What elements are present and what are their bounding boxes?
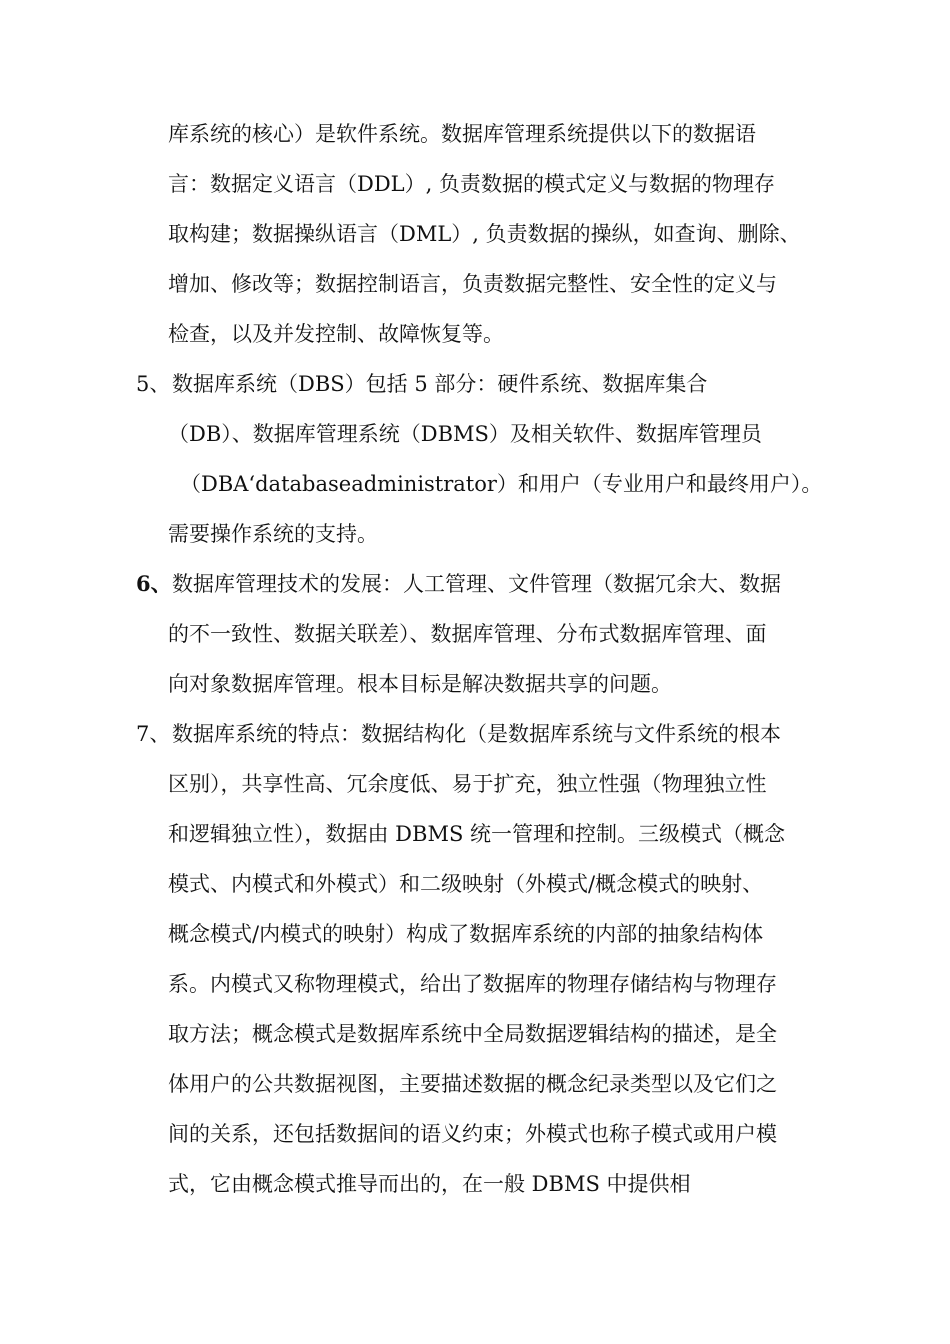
list-item-line: 概念模式/内模式的映射）构成了数据库系统的内部的抽象结构体 [168, 922, 764, 946]
list-item-line: 系。内模式又称物理模式，给出了数据库的物理存储结构与物理存 [168, 972, 777, 996]
list-item-line: 的不一致性、数据关联差）、数据库管理、分布式数据库管理、面 [168, 622, 767, 646]
list-item-line: 取方法；概念模式是数据库系统中全局数据逻辑结构的描述，是全 [168, 1022, 777, 1046]
list-item-line: 模式、内模式和外模式）和二级映射（外模式/概念模式的映射、 [168, 872, 764, 896]
list-item-line: 间的关系，还包括数据间的语义约束；外模式也称子模式或用户模 [168, 1122, 777, 1146]
list-item-number: 7、 [136, 722, 171, 746]
paragraph-line: 增加、修改等；数据控制语言，负责数据完整性、安全性的定义与 [168, 272, 777, 296]
list-item-line: 向对象数据库管理。根本目标是解决数据共享的问题。 [168, 672, 672, 696]
list-item-number: 6、 [136, 571, 172, 596]
list-item-line: 需要操作系统的支持。 [168, 522, 378, 546]
list-item-line: 式，它由概念模式推导而出的，在一般 DBMS 中提供相 [168, 1172, 691, 1196]
paragraph-line: 库系统的核心）是软件系统。数据库管理系统提供以下的数据语 [168, 122, 756, 146]
list-item-line: 数据库管理技术的发展：人工管理、文件管理（数据冗余大、数据 [172, 572, 781, 596]
list-item-line: （DB）、数据库管理系统（DBMS）及相关软件、数据库管理员 [168, 422, 762, 446]
paragraph-line: 检查，以及并发控制、故障恢复等。 [168, 322, 504, 346]
list-item-line: 数据库系统（DBS）包括 5 部分：硬件系统、数据库集合 [172, 372, 708, 396]
list-item-line: 体用户的公共数据视图，主要描述数据的概念纪录类型以及它们之 [168, 1072, 777, 1096]
paragraph-line: 取构建；数据操纵语言（DML）, 负责数据的操纵，如查询、删除、 [168, 222, 801, 246]
paragraph-line: 言：数据定义语言（DDL）, 负责数据的模式定义与数据的物理存 [168, 172, 775, 196]
list-item-line: （DBA‘databaseadministrator）和用户（专业用户和最终用户）。 [180, 472, 823, 496]
list-item-line: 区别），共享性高、冗余度低、易于扩充，独立性强（物理独立性 [168, 772, 767, 796]
list-item-line: 数据库系统的特点：数据结构化（是数据库系统与文件系统的根本 [172, 722, 781, 746]
list-item-line: 和逻辑独立性），数据由 DBMS 统一管理和控制。三级模式（概念 [168, 822, 786, 846]
list-item-number: 5、 [136, 372, 171, 396]
